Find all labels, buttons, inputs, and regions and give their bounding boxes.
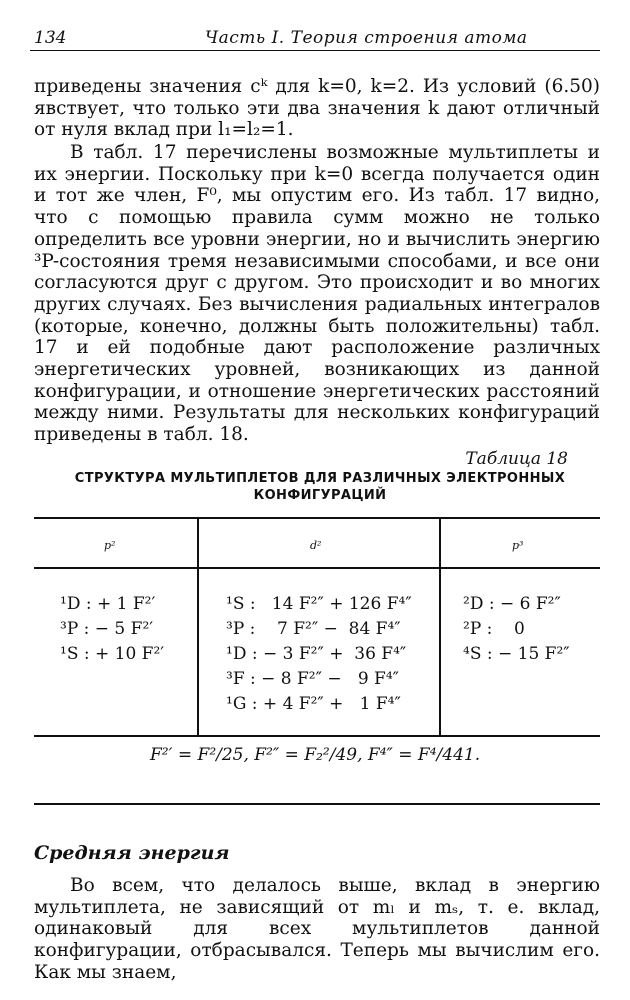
column-d2-cells [226,592,412,717]
table-cell: ¹D : + 1 F²′ [60,594,156,614]
page-header [30,24,600,51]
table-cell: ³F : − 8 F²″ − 9 F⁴″ [226,669,400,689]
section-title: Средняя энергия [34,842,230,864]
column-p2-cells [60,592,164,667]
table-label: Таблица 18 [465,449,568,469]
table-bottom-rule [34,735,600,737]
table-cell: ¹S : + 10 F²′ [60,644,165,664]
column-divider-1 [197,517,199,735]
column-header-d2: d² [310,539,322,552]
table-header-rule [34,567,600,569]
table-cell: ¹S : 14 F²″ + 126 F⁴″ [226,594,412,614]
running-head: Часть I. Теория строения атома [205,28,528,48]
column-divider-2 [439,517,441,735]
page-number: 134 [34,28,67,48]
paragraph-3: Во всем, что делалось выше, вклад в энергию мультиплета, не зависящий от mₗ и mₛ, т. е. вклад, одинаковый для всех мультиплетов данной конфигурации, отбрасывался. Теперь мы вычислим его. Как мы знаем, [34,875,600,983]
table-cell: ⁴S : − 15 F²″ [463,644,570,664]
paragraph-2: В табл. 17 перечислены возможные мультиплеты и их энергии. Поскольку при k=0 всегда получается один и тот же член, F⁰, мы опустим его. Из табл. 17 видно, что с помощью правила сумм можно не только определить все уровни энергии, но и вычислить энергию ³P-состояния тремя независимыми способами, и все они согласуются друг с другом. Это происходит и во многих других случаях. Без вычисления радиальных интегралов (которые, конечно, должны быть положительны) табл. 17 и ей подобные дают расположение различных энергетических уровней, возникающих из данной конфигурации, и отношение энергетических расстояний между ними. Результаты для нескольких конфигураций приведены в табл. 18. [34,142,600,446]
table-cell: ³P : − 5 F²′ [60,619,154,639]
paragraph-1: приведены значения cᵏ для k=0, k=2. Из условий (6.50) явствует, что только эти два значения k дают отличный от нуля вклад при l₁=l₂=1. [34,76,600,141]
table-cell: ³P : 7 F²″ − 84 F⁴″ [226,619,401,639]
column-header-p2: p² [104,539,116,552]
table-footnote-formula: F²′ = F²/25, F²″ = F₂²/49, F⁴″ = F⁴/441. [150,745,481,765]
table-cell: ²P : 0 [463,619,525,639]
table-cell: ¹D : − 3 F²″ + 36 F⁴″ [226,644,407,664]
table-cell: ²D : − 6 F²″ [463,594,561,614]
table-cell: ¹G : + 4 F²″ + 1 F⁴″ [226,694,401,714]
table-caption: СТРУКТУРА МУЛЬТИПЛЕТОВ ДЛЯ РАЗЛИЧНЫХ ЭЛЕКТРОННЫХ КОНФИГУРАЦИЙ [74,471,566,503]
column-p3-cells [463,592,570,667]
table-end-rule [34,803,600,805]
column-header-p3: p³ [512,539,524,552]
table-top-rule [34,517,600,519]
